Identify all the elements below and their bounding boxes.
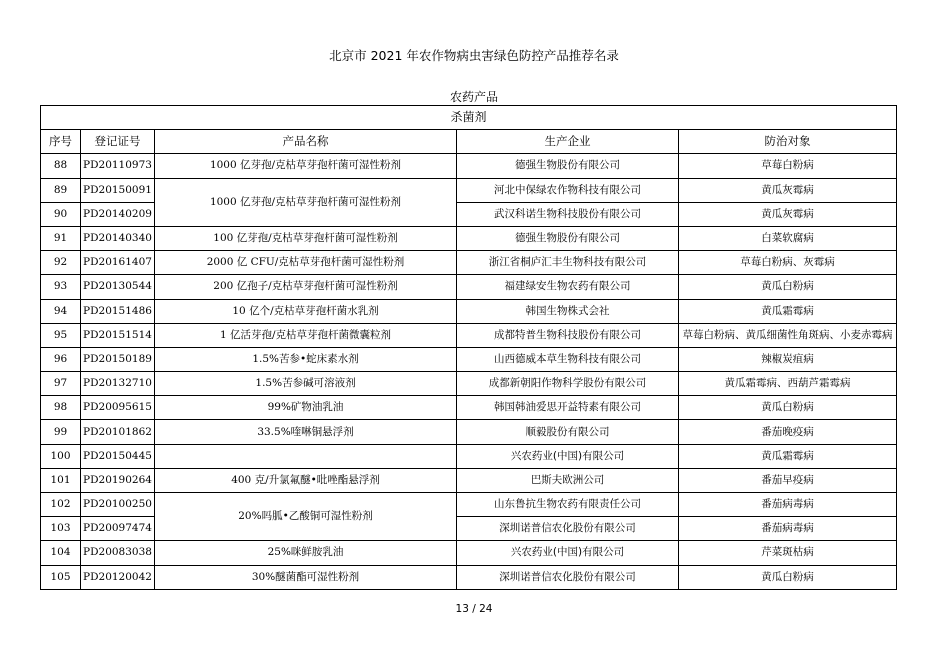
row-no: 94 xyxy=(41,299,81,323)
row-product: 1.5%苦参•蛇床素水剂 xyxy=(155,347,457,371)
table-row xyxy=(41,396,897,420)
row-reg-number: PD20140340 xyxy=(81,226,155,250)
row-target: 黄瓜白粉病 xyxy=(679,565,897,589)
row-product: 99%矿物油乳油 xyxy=(155,396,457,420)
row-product: 25%咪鲜胺乳油 xyxy=(155,541,457,565)
row-target: 草莓白粉病、灰霉病 xyxy=(679,251,897,275)
row-product: 200 亿孢子/克枯草芽孢杆菌可湿性粉剂 xyxy=(155,275,457,299)
row-target: 黄瓜灰霉病 xyxy=(679,202,897,226)
header-product: 产品名称 xyxy=(155,130,457,154)
row-product: 1000 亿芽孢/克枯草芽孢杆菌可湿性粉剂 xyxy=(155,154,457,178)
row-company: 兴农药业(中国)有限公司 xyxy=(457,444,679,468)
row-company: 韩国生物株式会社 xyxy=(457,299,679,323)
header-target: 防治对象 xyxy=(679,130,897,154)
row-no: 90 xyxy=(41,202,81,226)
row-company: 福建绿安生物农药有限公司 xyxy=(457,275,679,299)
row-reg-number: PD20161407 xyxy=(81,251,155,275)
row-reg-number: PD20190264 xyxy=(81,468,155,492)
row-company: 巴斯夫欧洲公司 xyxy=(457,468,679,492)
row-company: 深圳诺普信农化股份有限公司 xyxy=(457,517,679,541)
row-no: 105 xyxy=(41,565,81,589)
row-product: 1000 亿芽孢/克枯草芽孢杆菌可湿性粉剂 xyxy=(155,178,457,226)
row-company: 成都特普生物科技股份有限公司 xyxy=(457,323,679,347)
row-target: 番茄病毒病 xyxy=(679,493,897,517)
row-target: 草莓白粉病、黄瓜细菌性角斑病、小麦赤霉病 xyxy=(679,323,897,347)
category-header: 杀菌剂 xyxy=(41,106,897,130)
row-no: 89 xyxy=(41,178,81,202)
table-row xyxy=(41,493,897,517)
table-row xyxy=(41,468,897,492)
row-company: 德强生物股份有限公司 xyxy=(457,154,679,178)
row-company: 成都新朝阳作物科学股份有限公司 xyxy=(457,372,679,396)
row-company: 深圳诺普信农化股份有限公司 xyxy=(457,565,679,589)
row-no: 99 xyxy=(41,420,81,444)
row-no: 93 xyxy=(41,275,81,299)
row-reg-number: PD20150091 xyxy=(81,178,155,202)
row-product: 33.5%喹啉铜悬浮剂 xyxy=(155,420,457,444)
row-reg-number: PD20120042 xyxy=(81,565,155,589)
header-no: 序号 xyxy=(41,130,81,154)
row-product: 20%吗胍•乙酸铜可湿性粉剂 xyxy=(155,493,457,541)
row-reg-number: PD20151486 xyxy=(81,299,155,323)
row-target: 黄瓜霜霉病、西葫芦霜霉病 xyxy=(679,372,897,396)
product-table xyxy=(40,105,897,590)
row-company: 浙江省桐庐汇丰生物科技有限公司 xyxy=(457,251,679,275)
row-company: 山西德威本草生物科技有限公司 xyxy=(457,347,679,371)
row-no: 104 xyxy=(41,541,81,565)
row-no: 88 xyxy=(41,154,81,178)
table-row xyxy=(41,372,897,396)
row-reg-number: PD20097474 xyxy=(81,517,155,541)
row-reg-number: PD20140209 xyxy=(81,202,155,226)
table-row xyxy=(41,541,897,565)
row-no: 92 xyxy=(41,251,81,275)
row-no: 101 xyxy=(41,468,81,492)
row-target: 黄瓜霜霉病 xyxy=(679,444,897,468)
row-target: 黄瓜白粉病 xyxy=(679,275,897,299)
row-product: 1 亿活芽孢/克枯草芽孢杆菌微囊粒剂 xyxy=(155,323,457,347)
row-reg-number: PD20101862 xyxy=(81,420,155,444)
table-row xyxy=(41,178,897,202)
row-company: 德强生物股份有限公司 xyxy=(457,226,679,250)
row-target: 黄瓜白粉病 xyxy=(679,396,897,420)
row-product xyxy=(155,444,457,468)
row-company: 河北中保绿农作物科技有限公司 xyxy=(457,178,679,202)
row-product: 10 亿个/克枯草芽孢杆菌水乳剂 xyxy=(155,299,457,323)
row-product: 1.5%苦参碱可溶液剂 xyxy=(155,372,457,396)
row-reg-number: PD20150189 xyxy=(81,347,155,371)
row-product: 100 亿芽孢/克枯草芽孢杆菌可湿性粉剂 xyxy=(155,226,457,250)
row-no: 97 xyxy=(41,372,81,396)
row-target: 辣椒炭疽病 xyxy=(679,347,897,371)
row-target: 黄瓜灰霉病 xyxy=(679,178,897,202)
row-no: 100 xyxy=(41,444,81,468)
table-row xyxy=(41,299,897,323)
row-reg-number: PD20132710 xyxy=(81,372,155,396)
row-target: 番茄病毒病 xyxy=(679,517,897,541)
row-target: 草莓白粉病 xyxy=(679,154,897,178)
row-product: 2000 亿 CFU/克枯草芽孢杆菌可湿性粉剂 xyxy=(155,251,457,275)
header-company: 生产企业 xyxy=(457,130,679,154)
table-row xyxy=(41,420,897,444)
table-row xyxy=(41,275,897,299)
row-reg-number: PD20151514 xyxy=(81,323,155,347)
row-reg-number: PD20100250 xyxy=(81,493,155,517)
row-reg-number: PD20150445 xyxy=(81,444,155,468)
row-target: 番茄晚疫病 xyxy=(679,420,897,444)
header-reg: 登记证号 xyxy=(81,130,155,154)
row-company: 兴农药业(中国)有限公司 xyxy=(457,541,679,565)
page-number: 13 / 24 xyxy=(455,603,493,615)
row-no: 91 xyxy=(41,226,81,250)
row-no: 98 xyxy=(41,396,81,420)
table-row xyxy=(41,444,897,468)
section-title: 农药产品 xyxy=(449,90,498,104)
row-product: 30%醚菌酯可湿性粉剂 xyxy=(155,565,457,589)
row-no: 102 xyxy=(41,493,81,517)
table-row xyxy=(41,226,897,250)
row-reg-number: PD20095615 xyxy=(81,396,155,420)
table-row xyxy=(41,323,897,347)
row-target: 芹菜斑枯病 xyxy=(679,541,897,565)
row-reg-number: PD20110973 xyxy=(81,154,155,178)
row-no: 95 xyxy=(41,323,81,347)
row-company: 顺毅股份有限公司 xyxy=(457,420,679,444)
row-reg-number: PD20130544 xyxy=(81,275,155,299)
table-row xyxy=(41,565,897,589)
row-no: 103 xyxy=(41,517,81,541)
row-reg-number: PD20083038 xyxy=(81,541,155,565)
table-row xyxy=(41,347,897,371)
row-target: 黄瓜霜霉病 xyxy=(679,299,897,323)
row-target: 白菜软腐病 xyxy=(679,226,897,250)
page-title: 北京市 2021 年农作物病虫害绿色防控产品推荐名录 xyxy=(329,48,619,63)
row-company: 山东鲁抗生物农药有限责任公司 xyxy=(457,493,679,517)
row-product: 400 克/升氯氟醚•吡唑酯悬浮剂 xyxy=(155,468,457,492)
table-row xyxy=(41,154,897,178)
row-no: 96 xyxy=(41,347,81,371)
row-company: 韩国韩油爱思开益特素有限公司 xyxy=(457,396,679,420)
row-company: 武汉科诺生物科技股份有限公司 xyxy=(457,202,679,226)
row-target: 番茄早疫病 xyxy=(679,468,897,492)
table-row xyxy=(41,251,897,275)
